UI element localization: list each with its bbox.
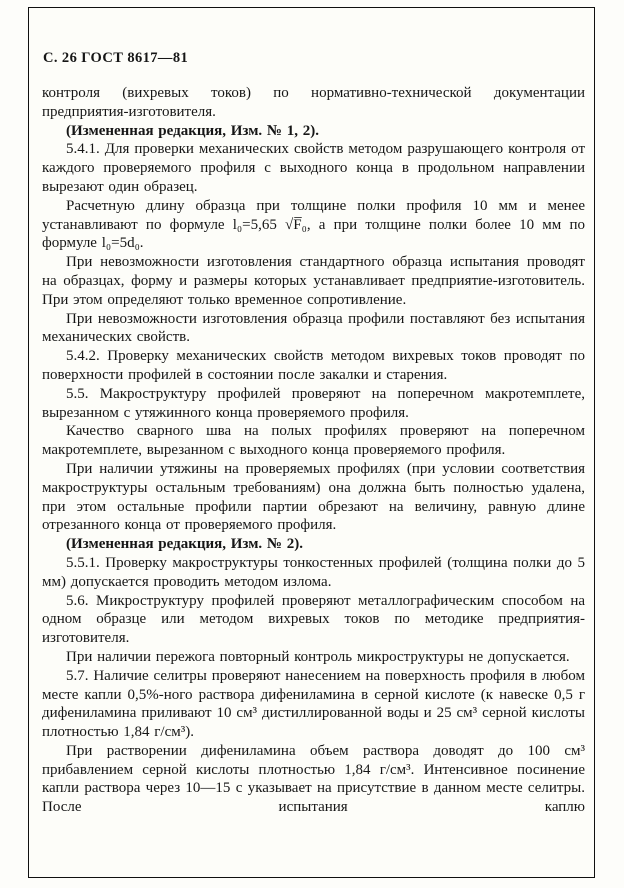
paragraph-formula: Расчетную длину образца при толщине полки профиля 10 мм и менее устанавливают по формуле l₀=5,65 √F̅₀, а при толщине полки более 10 мм по формуле l₀=5d₀. bbox=[42, 197, 585, 252]
paragraph-clause-5-7: 5.7. Наличие селитры проверяют нанесением на поверхность профиля в любом месте капли 0,5%-ного раствора дифениламина в серной кислоте (к навеске 0,5 г дифениламина приливают 10 см³ дистиллированной воды и 25 см³ серной кислоты плотностью 1,84 г/см³). bbox=[42, 667, 585, 741]
paragraph: При невозможности изготовления образца профили поставляют без испытания механических свойств. bbox=[42, 310, 585, 346]
paragraph-amendment-note: (Измененная редакция, Изм. № 1, 2). bbox=[66, 122, 320, 139]
paragraph-clause-5-6: 5.6. Микроструктуру профилей проверяют металлографическим способом на одном образце или методом вихревых токов по методике предприятия-изготовителя. bbox=[42, 592, 585, 647]
page-content bbox=[42, 50, 585, 871]
paragraph: При наличии утяжины на проверяемых профилях (при условии соответствия макроструктуры остальным требованиям) она должна быть полностью удалена, при этом остальные профили партии обрезают на величину, равную длине отрезанного конца от проверяемого профиля. bbox=[42, 460, 585, 534]
paragraph-clause-5-4-1: 5.4.1. Для проверки механических свойств методом разрушающего контроля от каждого проверяемого профиля с выходного конца в продольном направлении вырезают один образец. bbox=[42, 141, 585, 195]
paragraph: контроля (вихревых токов) по нормативно-технической документации предприятия-изготовителя. bbox=[42, 85, 585, 120]
paragraph: При невозможности изготовления стандартного образца испытания проводят на образцах, форму и размеры которых устанавливает предприятие-изготовитель. При этом определяют только временное сопротивление. bbox=[42, 254, 585, 308]
page-frame bbox=[28, 7, 595, 878]
paragraph-clause-5-5-1: 5.5.1. Проверку макроструктуры тонкостенных профилей (толщина полки до 5 мм) допускается проводить методом излома. bbox=[42, 554, 585, 590]
paragraph: При растворении дифениламина объем раствора доводят до 100 см³ прибавлением серной кислоты плотностью 1,84 г/см³. Интенсивное посинение капли раствора через 10—15 с указывает на присутствие в данном месте селитры. После испытания каплю bbox=[42, 742, 585, 816]
paragraph: При наличии пережога повторный контроль микроструктуры не допускается. bbox=[66, 648, 570, 665]
paragraph-amendment-note: (Измененная редакция, Изм. № 2). bbox=[66, 536, 304, 553]
paragraph-clause-5-5: 5.5. Макроструктуру профилей проверяют на поперечном макротемплете, вырезанном с утяжинного конца проверяемого профиля. bbox=[42, 385, 585, 421]
page-header: С. 26 ГОСТ 8617—81 bbox=[43, 50, 189, 66]
paragraph-clause-5-4-2: 5.4.2. Проверку механических свойств методом вихревых токов проводят по поверхности профилей в состоянии после закалки и старения. bbox=[42, 348, 585, 383]
paragraph: Качество сварного шва на полых профилях проверяют на поперечном макротемплете, вырезанном с выходного конца проверяемого профиля. bbox=[42, 423, 585, 459]
document-body bbox=[42, 84, 585, 817]
